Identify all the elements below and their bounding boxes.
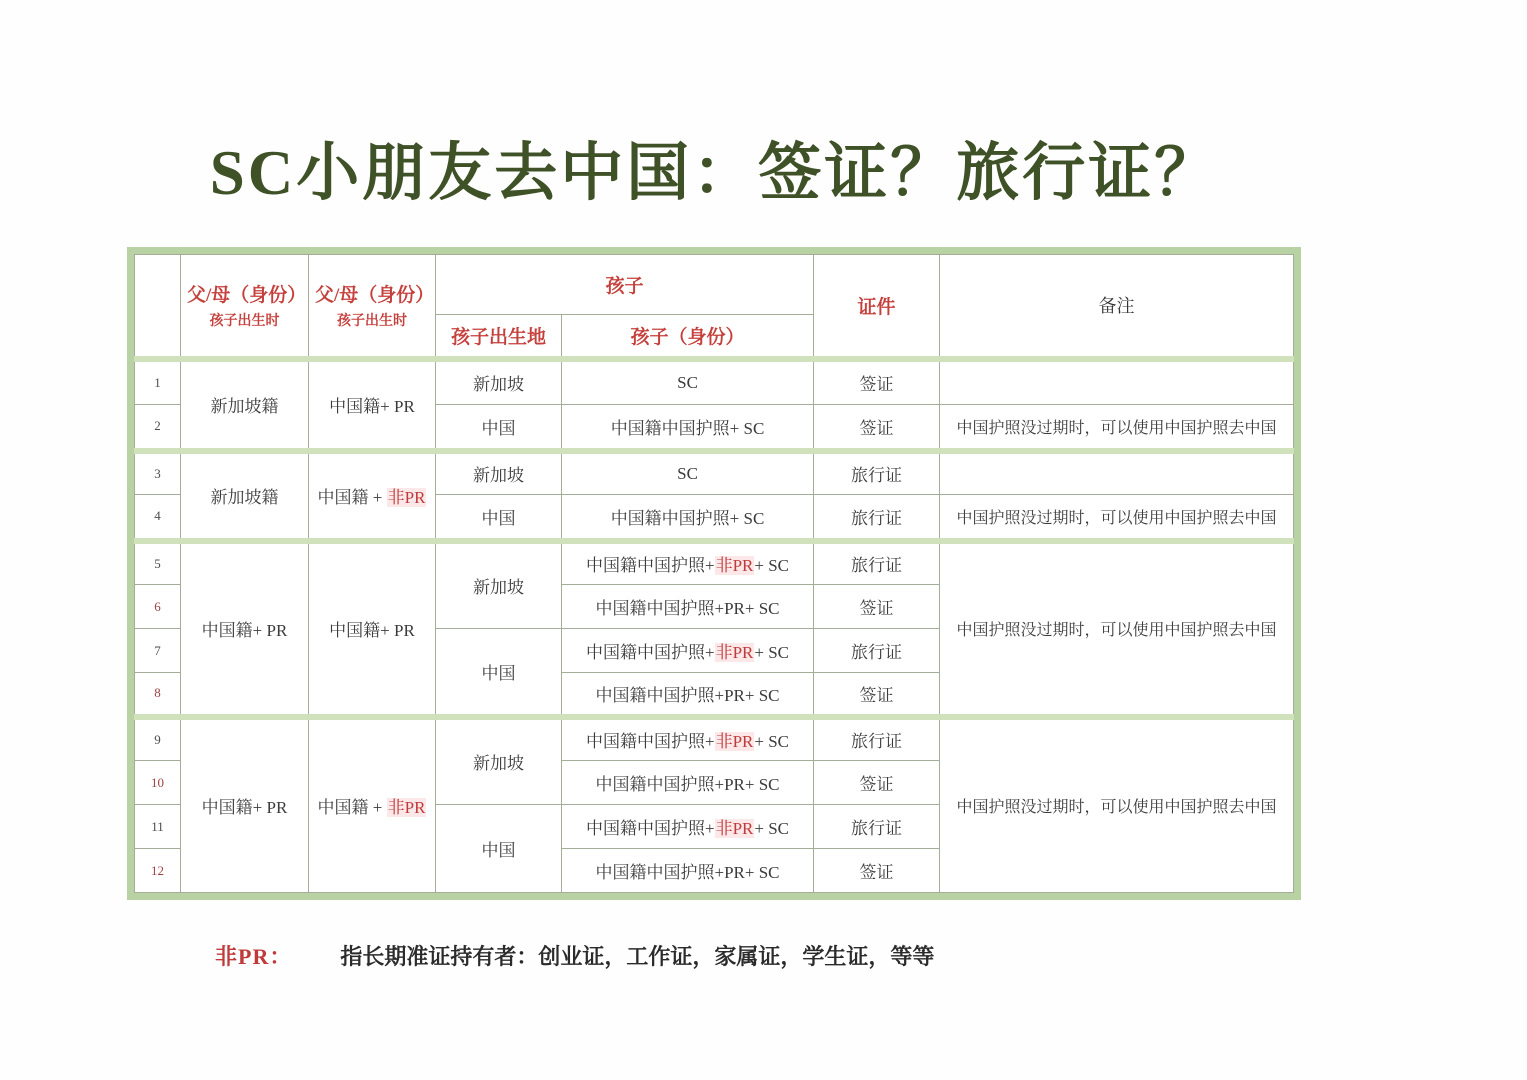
row-number-cell: 7: [135, 629, 181, 673]
header-parent1: [181, 255, 309, 359]
header-parent1-subtitle: 孩子出生时: [209, 314, 280, 330]
header-parent2-subtitle: 孩子出生时: [337, 314, 407, 330]
document-cell: 签证: [814, 585, 940, 629]
row-number-cell: 1: [135, 359, 181, 405]
identity-text: SC: [677, 463, 698, 483]
birthplace-cell: 中国: [436, 405, 562, 451]
parent1-cell: 中国籍+ PR: [181, 541, 309, 717]
identity-text: + SC: [754, 643, 790, 662]
header-child-identity: 孩子（身份）: [562, 315, 814, 359]
identity-text: 中国籍中国护照+PR+ SC: [595, 863, 780, 882]
table-row: [135, 451, 1294, 495]
child-identity-cell: [562, 761, 814, 805]
identity-text: 中国籍中国护照+PR+ SC: [595, 685, 780, 705]
row-number-cell: 3: [135, 451, 181, 495]
header-parent2: [309, 255, 436, 359]
header-row-number: [135, 255, 181, 359]
parent2-cell: [309, 541, 436, 717]
table-row: [135, 541, 1294, 585]
identity-text: 中国籍中国护照+ SC: [610, 508, 765, 528]
identity-text: 中国籍中国护照+PR+ SC: [595, 775, 780, 794]
identity-text: 中国籍中国护照+: [585, 556, 715, 576]
child-identity-cell: [562, 717, 814, 761]
birthplace-cell: 新加坡: [436, 359, 562, 405]
header-child-birthplace: 孩子出生地: [436, 315, 562, 359]
row-number-cell: 10: [135, 761, 181, 805]
document-cell: 旅行证: [814, 541, 940, 585]
footnote-text: 指长期准证持有者：创业证，工作证，家属证，学生证，等等: [340, 944, 935, 969]
remark-cell: [940, 359, 1294, 405]
visa-requirements-table: [134, 254, 1294, 893]
header-parent2-title: 父/母（身份）: [315, 285, 435, 307]
footnote: [215, 940, 934, 971]
row-number-cell: 2: [135, 405, 181, 451]
child-identity-cell: [562, 359, 814, 405]
document-cell: 旅行证: [814, 717, 940, 761]
child-identity-cell: [562, 541, 814, 585]
row-number-cell: 8: [135, 673, 181, 717]
identity-text: 中国籍中国护照+: [585, 643, 715, 662]
child-identity-cell: [562, 673, 814, 717]
document-cell: 旅行证: [814, 451, 940, 495]
document-cell: 旅行证: [814, 629, 940, 673]
parent2-text: 中国籍 +: [317, 798, 387, 818]
row-number-cell: 4: [135, 495, 181, 541]
parent2-cell: [309, 717, 436, 893]
child-identity-cell: [562, 451, 814, 495]
table-row: [135, 717, 1294, 761]
row-number-cell: 11: [135, 805, 181, 849]
identity-text: + SC: [754, 819, 790, 838]
parent2-text: 中国籍 +: [317, 488, 387, 507]
remark-cell: 中国护照没过期时，可以使用中国护照去中国: [940, 495, 1294, 541]
identity-text: SC: [677, 372, 698, 392]
identity-text: 中国籍中国护照+: [585, 732, 715, 752]
birthplace-cell: 新加坡: [436, 541, 562, 629]
identity-text: 中国籍中国护照+: [585, 819, 715, 838]
non-pr-highlight: 非PR: [715, 556, 754, 576]
footnote-label: 非PR：: [215, 944, 293, 969]
document-cell: 签证: [814, 359, 940, 405]
birthplace-cell: 新加坡: [436, 717, 562, 805]
child-identity-cell: [562, 585, 814, 629]
parent1-cell: 新加坡籍: [181, 451, 309, 541]
document-cell: 签证: [814, 673, 940, 717]
visa-table-frame: [127, 247, 1301, 900]
remark-cell: 中国护照没过期时，可以使用中国护照去中国: [940, 717, 1294, 893]
document-cell: 签证: [814, 761, 940, 805]
header-remark: 备注: [940, 255, 1294, 359]
identity-text: + SC: [754, 556, 790, 576]
identity-text: 中国籍中国护照+PR+ SC: [595, 599, 780, 618]
non-pr-highlight: 非PR: [387, 488, 426, 507]
parent2-cell: [309, 359, 436, 451]
row-number-cell: 12: [135, 849, 181, 893]
non-pr-highlight: 非PR: [715, 732, 754, 752]
non-pr-highlight: 非PR: [715, 643, 754, 662]
child-identity-cell: [562, 805, 814, 849]
child-identity-cell: [562, 495, 814, 541]
row-number-cell: 5: [135, 541, 181, 585]
row-number-cell: 6: [135, 585, 181, 629]
child-identity-cell: [562, 629, 814, 673]
child-identity-cell: [562, 849, 814, 893]
birthplace-cell: 中国: [436, 805, 562, 893]
parent1-cell: 中国籍+ PR: [181, 717, 309, 893]
identity-text: + SC: [754, 732, 790, 752]
document-cell: 签证: [814, 849, 940, 893]
table-row: [135, 359, 1294, 405]
birthplace-cell: 新加坡: [436, 451, 562, 495]
parent1-cell: 新加坡籍: [181, 359, 309, 451]
parent2-text: 中国籍+ PR: [329, 621, 415, 640]
header-document: 证件: [814, 255, 940, 359]
document-cell: 旅行证: [814, 495, 940, 541]
non-pr-highlight: 非PR: [715, 819, 754, 838]
remark-cell: 中国护照没过期时，可以使用中国护照去中国: [940, 541, 1294, 717]
header-child: 孩子: [436, 255, 814, 315]
birthplace-cell: 中国: [436, 629, 562, 717]
identity-text: 中国籍中国护照+ SC: [610, 418, 765, 438]
document-cell: 旅行证: [814, 805, 940, 849]
header-parent1-title: 父/母（身份）: [187, 285, 307, 307]
remark-cell: 中国护照没过期时，可以使用中国护照去中国: [940, 405, 1294, 451]
page-title: SC小朋友去中国：签证？旅行证？: [209, 138, 1221, 208]
remark-cell: [940, 451, 1294, 495]
parent2-text: 中国籍+ PR: [329, 397, 415, 416]
document-cell: 签证: [814, 405, 940, 451]
non-pr-highlight: 非PR: [387, 798, 426, 818]
row-number-cell: 9: [135, 717, 181, 761]
parent2-cell: [309, 451, 436, 541]
child-identity-cell: [562, 405, 814, 451]
birthplace-cell: 中国: [436, 495, 562, 541]
